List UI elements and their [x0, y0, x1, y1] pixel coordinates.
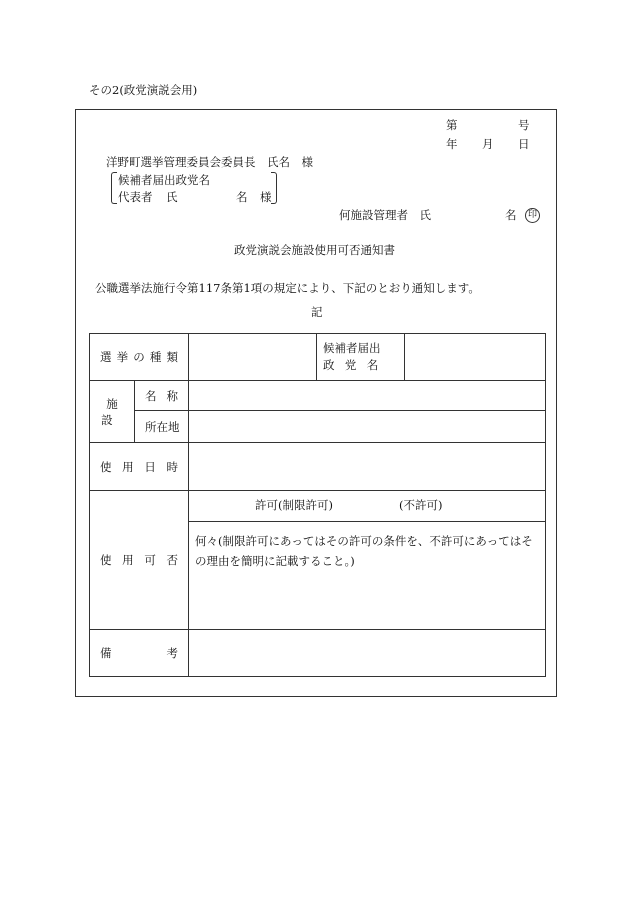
manager-mei: 名: [505, 208, 517, 222]
row-facility-location: [90, 411, 546, 443]
usage-datetime-label: 使 用 日 時: [100, 459, 178, 474]
row-facility-name: [90, 381, 546, 411]
row-election: [90, 334, 546, 381]
party-label-cell: [317, 334, 405, 381]
election-type-label: 選 挙 の 種 類: [100, 350, 178, 364]
number-suffix: 号: [518, 118, 530, 132]
party-name-line: 候補者届出政党名: [118, 173, 210, 187]
bracket-left: [111, 172, 117, 204]
remarks-value[interactable]: [189, 630, 546, 677]
usage-datetime-label-cell: [90, 443, 189, 491]
approval-label-cell: [90, 491, 189, 630]
date-day: 日: [518, 137, 530, 151]
seal-mark: 印: [525, 208, 540, 223]
approval-note-cell[interactable]: [189, 522, 546, 630]
intro-text: 公職選挙法施行令第117条第1項の規定により、下記のとおり通知します。: [95, 281, 480, 295]
facility-location-label-cell: [135, 411, 189, 443]
approval-label: 使 用 可 否: [100, 553, 178, 567]
row-usage-datetime: [90, 443, 546, 491]
facility-name-label: 名 称: [145, 388, 178, 403]
remarks-label-cell: [90, 630, 189, 677]
representative-sama: 様: [260, 190, 272, 204]
ki-marker: 記: [311, 305, 323, 319]
form-tag: その2(政党演説会用): [89, 83, 198, 97]
details-table: [89, 333, 546, 677]
approval-note: 何々(制限許可にあってはその許可の条件を、不許可にあってはその理由を簡明に記載すること。): [195, 534, 533, 569]
manager-label: 何施設管理者 氏: [339, 208, 431, 222]
permit-option[interactable]: 許可(制限許可): [255, 498, 333, 512]
deny-option[interactable]: (不許可): [399, 498, 443, 512]
representative-mei: 名: [236, 190, 248, 204]
row-approval-options: [90, 491, 546, 522]
facility-location-value[interactable]: [189, 411, 546, 443]
representative-shi: 氏: [166, 190, 178, 204]
row-remarks: [90, 630, 546, 677]
party-value[interactable]: [405, 334, 546, 381]
facility-name-label-cell: [135, 381, 189, 411]
party-label-line1: 候補者届出: [323, 341, 381, 356]
election-type-cell: [90, 334, 189, 381]
date-year: 年: [446, 137, 458, 151]
approval-options-cell: [189, 491, 546, 522]
election-type-value[interactable]: [189, 334, 317, 381]
facility-location-label: 所 在 地: [145, 419, 180, 434]
party-label-line2: 政党名: [323, 358, 389, 372]
number-prefix: 第: [446, 118, 458, 132]
facility-label: 施設: [101, 396, 129, 427]
date-month: 月: [482, 137, 494, 151]
facility-name-value[interactable]: [189, 381, 546, 411]
representative-label: 代表者: [118, 190, 153, 204]
facility-label-cell: [90, 381, 135, 443]
usage-datetime-value[interactable]: [189, 443, 546, 491]
addressee: 洋野町選挙管理委員会委員長 氏名 様: [106, 155, 313, 169]
remarks-label: 備 考: [100, 646, 178, 660]
document-title: 政党演説会施設使用可否通知書: [234, 243, 395, 257]
